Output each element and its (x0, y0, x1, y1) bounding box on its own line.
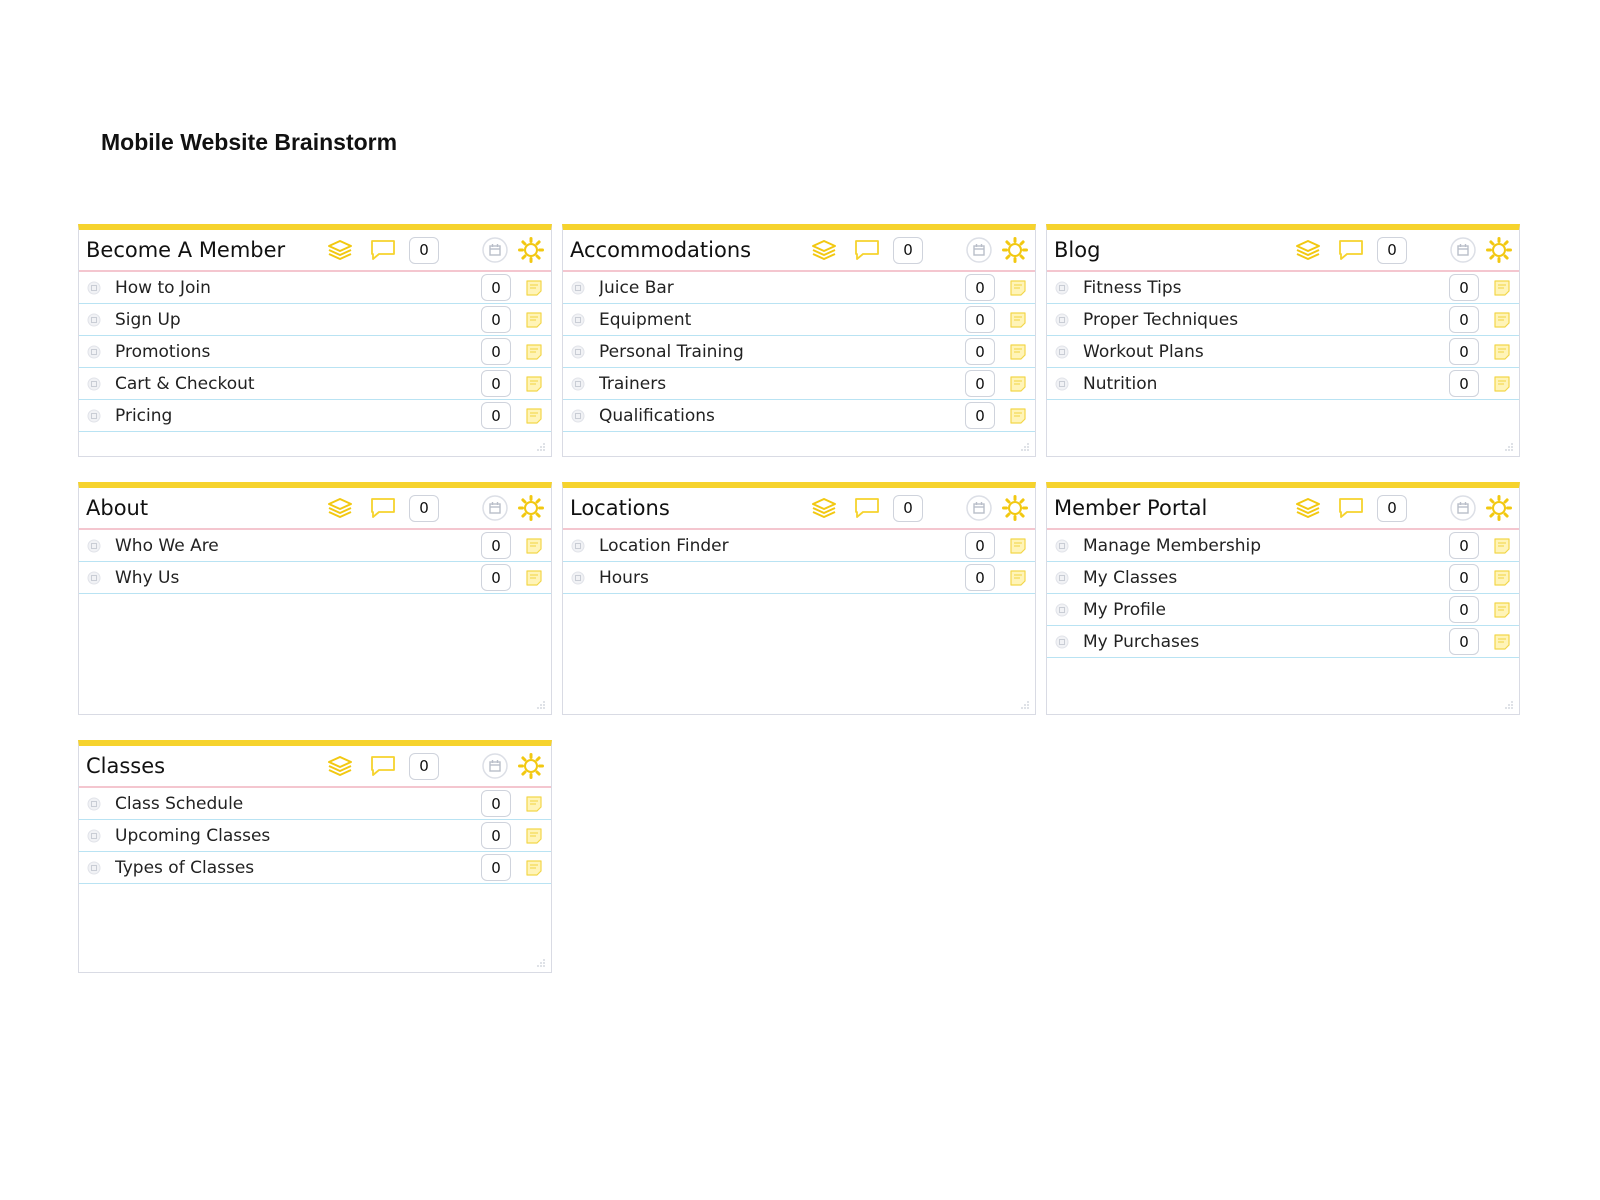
page-icon (571, 281, 585, 295)
note-icon[interactable] (1009, 343, 1027, 361)
comment-bubble-icon[interactable] (369, 754, 397, 778)
list-item-label[interactable]: Workout Plans (1083, 341, 1204, 362)
list-item[interactable] (1047, 304, 1519, 336)
page-icon (1055, 313, 1069, 327)
card-header (563, 488, 1035, 530)
list-item-label[interactable]: Class Schedule (115, 793, 244, 814)
note-icon[interactable] (1493, 375, 1511, 393)
page-icon (571, 409, 585, 423)
item-count: 0 (1449, 274, 1479, 301)
calendar-icon[interactable] (965, 494, 993, 522)
item-count: 0 (481, 274, 511, 301)
list-item[interactable] (79, 400, 551, 432)
comment-count: 0 (1377, 495, 1407, 522)
card (78, 224, 552, 457)
list-item[interactable] (79, 368, 551, 400)
note-icon[interactable] (525, 343, 543, 361)
list-item[interactable] (79, 530, 551, 562)
list-item[interactable] (79, 820, 551, 852)
list-item-label[interactable]: Pricing (115, 405, 173, 426)
note-icon[interactable] (1493, 279, 1511, 297)
note-icon[interactable] (1009, 407, 1027, 425)
stack-layers-icon[interactable] (1295, 497, 1321, 519)
calendar-icon[interactable] (481, 494, 509, 522)
card-header (1047, 230, 1519, 272)
list-item-label[interactable]: Sign Up (115, 309, 181, 330)
card (78, 482, 552, 715)
page-icon (571, 313, 585, 327)
item-count: 0 (965, 274, 995, 301)
note-icon[interactable] (525, 537, 543, 555)
list-item[interactable] (563, 400, 1035, 432)
resize-handle-icon[interactable] (1020, 442, 1030, 452)
list-item-label[interactable]: Who We Are (115, 535, 219, 556)
page-icon (1055, 281, 1069, 295)
list-item-label[interactable]: Types of Classes (115, 857, 255, 878)
card-title[interactable]: Accommodations (570, 238, 752, 262)
card-header-actions (1295, 236, 1513, 264)
comment-bubble-icon[interactable] (1337, 496, 1365, 520)
item-count: 0 (481, 564, 511, 591)
card-title[interactable]: Classes (86, 754, 166, 778)
item-count: 0 (481, 854, 511, 881)
card-title[interactable]: Become A Member (86, 238, 286, 262)
card-title[interactable]: Locations (570, 496, 670, 520)
gear-icon[interactable] (1001, 236, 1029, 264)
item-count: 0 (481, 338, 511, 365)
note-icon[interactable] (525, 569, 543, 587)
calendar-icon[interactable] (481, 236, 509, 264)
note-icon[interactable] (525, 859, 543, 877)
list-item-label[interactable]: Personal Training (599, 341, 744, 362)
stack-layers-icon[interactable] (327, 239, 353, 261)
note-icon[interactable] (1493, 569, 1511, 587)
note-icon[interactable] (1493, 343, 1511, 361)
comment-count: 0 (893, 237, 923, 264)
card-header-actions (811, 494, 1029, 522)
list-item-label[interactable]: Upcoming Classes (115, 825, 271, 846)
list-item-label[interactable]: Equipment (599, 309, 692, 330)
comment-count: 0 (893, 495, 923, 522)
gear-icon[interactable] (517, 236, 545, 264)
page-icon (87, 313, 101, 327)
gear-icon[interactable] (1485, 236, 1513, 264)
card (562, 482, 1036, 715)
card-header (1047, 488, 1519, 530)
item-count: 0 (965, 306, 995, 333)
resize-handle-icon[interactable] (1020, 700, 1030, 710)
note-icon[interactable] (1009, 311, 1027, 329)
page-icon (87, 539, 101, 553)
list-item-label[interactable]: Juice Bar (599, 277, 674, 298)
page-icon (87, 377, 101, 391)
card-header-actions (327, 494, 545, 522)
list-item-label[interactable]: Nutrition (1083, 373, 1158, 394)
list-item[interactable] (1047, 594, 1519, 626)
list-item[interactable] (79, 304, 551, 336)
gear-icon[interactable] (1485, 494, 1513, 522)
page-icon (87, 345, 101, 359)
page-icon (87, 797, 101, 811)
stack-layers-icon[interactable] (811, 239, 837, 261)
list-item[interactable] (1047, 368, 1519, 400)
item-count: 0 (1449, 596, 1479, 623)
page-icon (87, 281, 101, 295)
page-icon (571, 377, 585, 391)
list-item[interactable] (563, 368, 1035, 400)
gear-icon[interactable] (1001, 494, 1029, 522)
comment-count: 0 (1377, 237, 1407, 264)
list-item[interactable] (79, 336, 551, 368)
list-item[interactable] (563, 530, 1035, 562)
note-icon[interactable] (1009, 569, 1027, 587)
note-icon[interactable] (525, 827, 543, 845)
stack-layers-icon[interactable] (327, 497, 353, 519)
comment-bubble-icon[interactable] (369, 496, 397, 520)
note-icon[interactable] (525, 375, 543, 393)
list-item-label[interactable]: Fitness Tips (1083, 277, 1182, 298)
item-count: 0 (481, 370, 511, 397)
card-header-actions (327, 752, 545, 780)
card-title[interactable]: About (86, 496, 149, 520)
card-header-actions (327, 236, 545, 264)
item-count: 0 (481, 532, 511, 559)
item-count: 0 (1449, 338, 1479, 365)
note-icon[interactable] (525, 795, 543, 813)
item-count: 0 (481, 790, 511, 817)
list-item[interactable] (79, 562, 551, 594)
resize-handle-icon[interactable] (1504, 700, 1514, 710)
page-icon (87, 409, 101, 423)
card (1046, 224, 1520, 457)
item-count: 0 (481, 306, 511, 333)
comment-count: 0 (409, 237, 439, 264)
page-icon (87, 829, 101, 843)
list-item[interactable] (1047, 562, 1519, 594)
list-item-label[interactable]: My Purchases (1083, 631, 1200, 652)
list-item[interactable] (1047, 626, 1519, 658)
stack-layers-icon[interactable] (1295, 239, 1321, 261)
resize-handle-icon[interactable] (536, 958, 546, 968)
page-title: Mobile Website Brainstorm (101, 129, 398, 155)
resize-handle-icon[interactable] (1504, 442, 1514, 452)
comment-bubble-icon[interactable] (1337, 238, 1365, 262)
list-item[interactable] (1047, 336, 1519, 368)
item-count: 0 (481, 402, 511, 429)
item-count: 0 (1449, 532, 1479, 559)
page-icon (1055, 571, 1069, 585)
list-item[interactable] (563, 562, 1035, 594)
gear-icon[interactable] (517, 494, 545, 522)
note-icon[interactable] (525, 311, 543, 329)
list-item-label[interactable]: Hours (599, 567, 649, 588)
card-title[interactable]: Blog (1054, 238, 1101, 262)
list-item[interactable] (1047, 272, 1519, 304)
stack-layers-icon[interactable] (327, 755, 353, 777)
item-count: 0 (1449, 564, 1479, 591)
comment-count: 0 (409, 495, 439, 522)
page-icon (571, 345, 585, 359)
list-item-label[interactable]: Manage Membership (1083, 535, 1262, 556)
card-header (79, 488, 551, 530)
list-item[interactable] (79, 852, 551, 884)
list-item[interactable] (563, 336, 1035, 368)
list-item-label[interactable]: Trainers (599, 373, 667, 394)
item-count: 0 (481, 822, 511, 849)
list-item-label[interactable]: How to Join (115, 277, 211, 298)
item-count: 0 (965, 532, 995, 559)
list-item[interactable] (563, 272, 1035, 304)
page-icon (571, 539, 585, 553)
stack-layers-icon[interactable] (811, 497, 837, 519)
note-icon[interactable] (525, 407, 543, 425)
comment-bubble-icon[interactable] (853, 496, 881, 520)
page-icon (1055, 635, 1069, 649)
list-item-label[interactable]: Cart & Checkout (115, 373, 255, 394)
card-header (79, 230, 551, 272)
item-count: 0 (1449, 306, 1479, 333)
note-icon[interactable] (1493, 311, 1511, 329)
page-icon (87, 861, 101, 875)
item-count: 0 (965, 564, 995, 591)
card (78, 740, 552, 973)
page-icon (1055, 539, 1069, 553)
note-icon[interactable] (1493, 601, 1511, 619)
page-icon (87, 571, 101, 585)
list-item-label[interactable]: Why Us (115, 567, 180, 588)
page-icon (1055, 377, 1069, 391)
note-icon[interactable] (525, 279, 543, 297)
note-icon[interactable] (1009, 279, 1027, 297)
card (1046, 482, 1520, 715)
calendar-icon[interactable] (481, 752, 509, 780)
item-count: 0 (965, 370, 995, 397)
calendar-icon[interactable] (965, 236, 993, 264)
gear-icon[interactable] (517, 752, 545, 780)
list-item[interactable] (79, 272, 551, 304)
item-count: 0 (965, 402, 995, 429)
resize-handle-icon[interactable] (536, 442, 546, 452)
card-header (79, 746, 551, 788)
item-count: 0 (1449, 628, 1479, 655)
comment-count: 0 (409, 753, 439, 780)
card (562, 224, 1036, 457)
list-item-label[interactable]: Location Finder (599, 535, 729, 556)
note-icon[interactable] (1009, 375, 1027, 393)
page-icon (1055, 603, 1069, 617)
list-item-label[interactable]: My Classes (1083, 567, 1178, 588)
note-icon[interactable] (1009, 537, 1027, 555)
list-item-label[interactable]: Qualifications (599, 405, 715, 426)
page-icon (571, 571, 585, 585)
calendar-icon[interactable] (1449, 494, 1477, 522)
resize-handle-icon[interactable] (536, 700, 546, 710)
item-count: 0 (1449, 370, 1479, 397)
page-icon (1055, 345, 1069, 359)
list-item[interactable] (1047, 530, 1519, 562)
card-header-actions (1295, 494, 1513, 522)
comment-bubble-icon[interactable] (369, 238, 397, 262)
list-item-label[interactable]: Promotions (115, 341, 211, 362)
item-count: 0 (965, 338, 995, 365)
card-header-actions (811, 236, 1029, 264)
list-item-label[interactable]: My Profile (1083, 599, 1166, 620)
card-header (563, 230, 1035, 272)
card-title[interactable]: Member Portal (1054, 496, 1208, 520)
list-item[interactable] (563, 304, 1035, 336)
list-item[interactable] (79, 788, 551, 820)
comment-bubble-icon[interactable] (853, 238, 881, 262)
list-item-label[interactable]: Proper Techniques (1083, 309, 1239, 330)
note-icon[interactable] (1493, 633, 1511, 651)
card-grid (78, 224, 1520, 973)
calendar-icon[interactable] (1449, 236, 1477, 264)
note-icon[interactable] (1493, 537, 1511, 555)
